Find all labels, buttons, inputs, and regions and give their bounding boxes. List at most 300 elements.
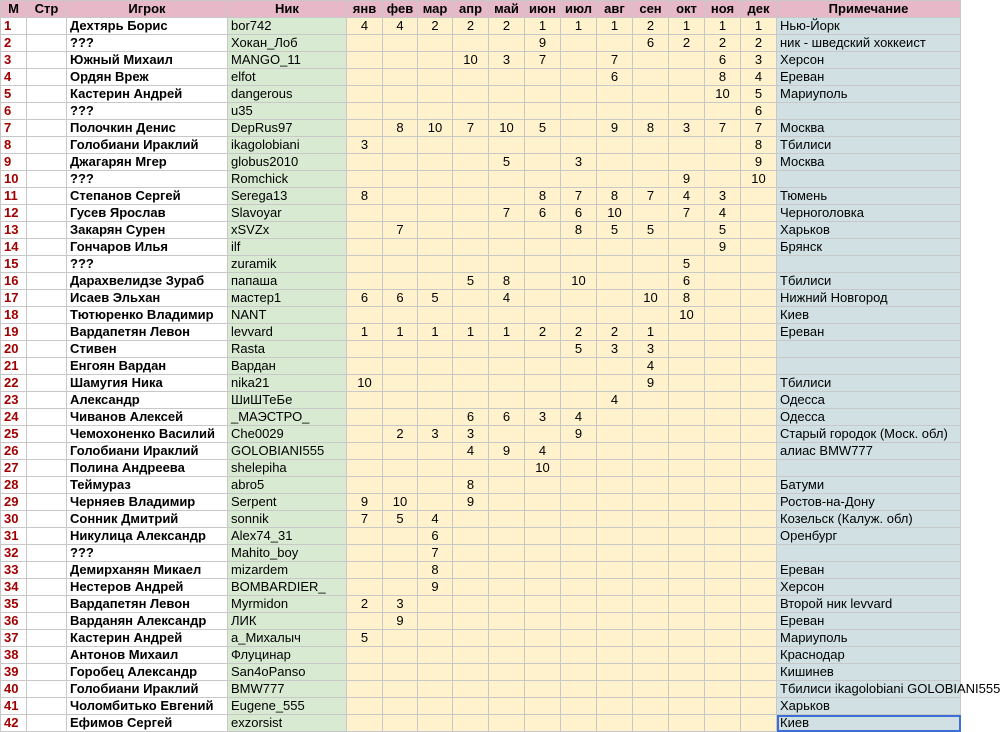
cell-month-feb[interactable]: 5 [383,511,418,528]
cell-month-mar[interactable] [418,86,453,103]
cell-rank[interactable]: 19 [1,324,27,341]
cell-month-aug[interactable] [597,477,633,494]
cell-country[interactable] [27,35,67,52]
cell-month-dec[interactable] [741,239,777,256]
cell-month-dec[interactable] [741,715,777,732]
cell-month-sep[interactable] [633,613,669,630]
cell-month-dec[interactable]: 4 [741,69,777,86]
cell-month-oct[interactable]: 3 [669,120,705,137]
cell-month-oct[interactable] [669,222,705,239]
cell-month-sep[interactable] [633,715,669,732]
cell-month-jun[interactable] [525,358,561,375]
cell-month-oct[interactable] [669,664,705,681]
cell-month-jul[interactable]: 3 [561,154,597,171]
cell-month-oct[interactable] [669,596,705,613]
cell-nick[interactable]: elfot [228,69,347,86]
cell-month-jun[interactable]: 9 [525,35,561,52]
cell-rank[interactable]: 2 [1,35,27,52]
cell-month-jan[interactable]: 10 [347,375,383,392]
cell-country[interactable] [27,443,67,460]
cell-month-jul[interactable] [561,375,597,392]
cell-month-oct[interactable]: 5 [669,256,705,273]
cell-month-mar[interactable] [418,698,453,715]
cell-rank[interactable]: 30 [1,511,27,528]
cell-month-may[interactable]: 4 [489,290,525,307]
cell-month-jul[interactable] [561,171,597,188]
cell-month-jan[interactable] [347,171,383,188]
cell-month-may[interactable]: 7 [489,205,525,222]
cell-rank[interactable]: 25 [1,426,27,443]
cell-rank[interactable]: 5 [1,86,27,103]
cell-month-oct[interactable] [669,443,705,460]
cell-month-oct[interactable] [669,86,705,103]
cell-month-jul[interactable] [561,715,597,732]
cell-player[interactable]: Дехтярь Борис [67,18,228,35]
cell-player[interactable]: Тютюренко Владимир [67,307,228,324]
cell-country[interactable] [27,341,67,358]
cell-month-jul[interactable]: 8 [561,222,597,239]
cell-month-nov[interactable]: 10 [705,86,741,103]
cell-month-nov[interactable] [705,324,741,341]
cell-month-oct[interactable] [669,460,705,477]
cell-note[interactable] [777,341,961,358]
cell-player[interactable]: Гончаров Илья [67,239,228,256]
cell-player[interactable]: ??? [67,545,228,562]
cell-month-sep[interactable] [633,443,669,460]
cell-month-jun[interactable] [525,664,561,681]
cell-month-dec[interactable] [741,630,777,647]
cell-month-oct[interactable] [669,562,705,579]
cell-month-may[interactable]: 6 [489,409,525,426]
cell-country[interactable] [27,171,67,188]
cell-month-aug[interactable] [597,409,633,426]
cell-nick[interactable]: BOMBARDIER_ [228,579,347,596]
cell-country[interactable] [27,52,67,69]
cell-note[interactable]: Мариуполь [777,630,961,647]
cell-month-nov[interactable] [705,460,741,477]
cell-nick[interactable]: DepRus97 [228,120,347,137]
cell-month-aug[interactable]: 6 [597,69,633,86]
cell-month-nov[interactable]: 4 [705,205,741,222]
cell-month-nov[interactable] [705,511,741,528]
cell-month-aug[interactable] [597,579,633,596]
cell-month-jan[interactable]: 4 [347,18,383,35]
cell-month-aug[interactable] [597,443,633,460]
cell-rank[interactable]: 28 [1,477,27,494]
cell-nick[interactable]: ЛИК [228,613,347,630]
cell-player[interactable]: Чиванов Алексей [67,409,228,426]
cell-month-jan[interactable] [347,579,383,596]
cell-rank[interactable]: 12 [1,205,27,222]
cell-month-nov[interactable] [705,545,741,562]
cell-month-dec[interactable] [741,511,777,528]
cell-month-may[interactable] [489,579,525,596]
cell-month-aug[interactable] [597,307,633,324]
cell-month-aug[interactable] [597,35,633,52]
cell-rank[interactable]: 7 [1,120,27,137]
cell-nick[interactable]: Romchick [228,171,347,188]
cell-month-sep[interactable]: 9 [633,375,669,392]
cell-month-dec[interactable]: 3 [741,52,777,69]
cell-month-sep[interactable] [633,528,669,545]
cell-month-aug[interactable]: 3 [597,341,633,358]
cell-month-jan[interactable] [347,205,383,222]
cell-month-feb[interactable] [383,52,418,69]
cell-month-dec[interactable] [741,647,777,664]
cell-month-apr[interactable] [453,511,489,528]
cell-month-may[interactable] [489,664,525,681]
cell-month-jul[interactable] [561,35,597,52]
cell-month-jun[interactable] [525,69,561,86]
cell-month-jul[interactable]: 2 [561,324,597,341]
cell-note[interactable] [777,103,961,120]
cell-country[interactable] [27,154,67,171]
header-player[interactable]: Игрок [67,1,228,18]
cell-nick[interactable]: mizardem [228,562,347,579]
cell-country[interactable] [27,528,67,545]
cell-month-apr[interactable] [453,239,489,256]
cell-month-dec[interactable] [741,290,777,307]
cell-nick[interactable]: мастер1 [228,290,347,307]
cell-nick[interactable]: San4oPanso [228,664,347,681]
cell-month-apr[interactable] [453,562,489,579]
cell-month-jul[interactable] [561,579,597,596]
cell-month-feb[interactable]: 8 [383,120,418,137]
cell-month-may[interactable]: 1 [489,324,525,341]
cell-month-aug[interactable] [597,154,633,171]
cell-month-mar[interactable] [418,477,453,494]
cell-month-dec[interactable] [741,681,777,698]
cell-player[interactable]: ??? [67,103,228,120]
cell-nick[interactable]: xSVZx [228,222,347,239]
cell-month-jun[interactable]: 8 [525,188,561,205]
cell-month-oct[interactable] [669,137,705,154]
cell-month-mar[interactable] [418,358,453,375]
cell-month-jun[interactable] [525,392,561,409]
cell-month-feb[interactable] [383,715,418,732]
cell-rank[interactable]: 1 [1,18,27,35]
cell-month-aug[interactable]: 7 [597,52,633,69]
cell-month-oct[interactable]: 7 [669,205,705,222]
cell-month-jan[interactable] [347,715,383,732]
cell-month-oct[interactable] [669,239,705,256]
cell-month-oct[interactable] [669,324,705,341]
cell-rank[interactable]: 16 [1,273,27,290]
cell-month-jun[interactable] [525,341,561,358]
cell-nick[interactable]: Che0029 [228,426,347,443]
cell-rank[interactable]: 3 [1,52,27,69]
cell-month-sep[interactable] [633,256,669,273]
cell-note[interactable]: ник - шведский хоккеист [777,35,961,52]
cell-rank[interactable]: 41 [1,698,27,715]
cell-note[interactable]: Харьков [777,222,961,239]
cell-nick[interactable]: Хокан_Лоб [228,35,347,52]
cell-month-aug[interactable] [597,630,633,647]
cell-month-oct[interactable] [669,613,705,630]
cell-month-jul[interactable] [561,52,597,69]
cell-month-nov[interactable]: 2 [705,35,741,52]
cell-month-nov[interactable] [705,137,741,154]
cell-month-aug[interactable]: 10 [597,205,633,222]
cell-player[interactable]: Ордян Вреж [67,69,228,86]
cell-country[interactable] [27,715,67,732]
cell-player[interactable]: Южный Михаил [67,52,228,69]
cell-month-feb[interactable] [383,460,418,477]
cell-month-dec[interactable] [741,324,777,341]
cell-month-jul[interactable] [561,120,597,137]
cell-player[interactable]: Горобец Александр [67,664,228,681]
cell-month-jan[interactable] [347,35,383,52]
cell-nick[interactable]: Флуцинар [228,647,347,664]
cell-nick[interactable]: dangerous [228,86,347,103]
cell-month-may[interactable] [489,341,525,358]
cell-month-oct[interactable] [669,528,705,545]
cell-month-sep[interactable] [633,698,669,715]
cell-country[interactable] [27,290,67,307]
cell-player[interactable]: Шамугия Ника [67,375,228,392]
cell-month-oct[interactable] [669,545,705,562]
cell-month-sep[interactable]: 4 [633,358,669,375]
cell-month-jun[interactable] [525,579,561,596]
cell-note[interactable]: Мариуполь [777,86,961,103]
cell-month-feb[interactable]: 10 [383,494,418,511]
cell-month-may[interactable] [489,477,525,494]
cell-month-sep[interactable] [633,171,669,188]
cell-month-jan[interactable]: 2 [347,596,383,613]
cell-month-dec[interactable] [741,562,777,579]
cell-month-nov[interactable]: 3 [705,188,741,205]
cell-month-apr[interactable]: 5 [453,273,489,290]
cell-month-dec[interactable]: 5 [741,86,777,103]
cell-nick[interactable]: globus2010 [228,154,347,171]
cell-month-may[interactable]: 10 [489,120,525,137]
cell-player[interactable]: Голобиани Ираклий [67,137,228,154]
cell-note[interactable]: Тюмень [777,188,961,205]
cell-month-nov[interactable] [705,256,741,273]
cell-country[interactable] [27,596,67,613]
cell-month-apr[interactable]: 7 [453,120,489,137]
cell-month-aug[interactable] [597,511,633,528]
cell-month-jul[interactable] [561,596,597,613]
header-month-jul[interactable]: июл [561,1,597,18]
cell-month-apr[interactable] [453,35,489,52]
cell-month-feb[interactable]: 2 [383,426,418,443]
cell-month-aug[interactable] [597,664,633,681]
cell-player[interactable]: Теймураз [67,477,228,494]
cell-month-mar[interactable] [418,188,453,205]
cell-month-jan[interactable] [347,307,383,324]
cell-month-apr[interactable]: 1 [453,324,489,341]
cell-month-sep[interactable]: 3 [633,341,669,358]
cell-country[interactable] [27,307,67,324]
cell-month-mar[interactable]: 7 [418,545,453,562]
cell-month-aug[interactable] [597,358,633,375]
cell-note[interactable] [777,358,961,375]
cell-note[interactable] [777,545,961,562]
cell-country[interactable] [27,545,67,562]
cell-rank[interactable]: 22 [1,375,27,392]
cell-month-jan[interactable] [347,443,383,460]
cell-month-feb[interactable] [383,239,418,256]
cell-month-oct[interactable] [669,477,705,494]
cell-month-feb[interactable] [383,409,418,426]
cell-player[interactable]: Стивен [67,341,228,358]
cell-month-jan[interactable]: 5 [347,630,383,647]
cell-month-sep[interactable] [633,647,669,664]
cell-note[interactable]: Тбилиси [777,273,961,290]
cell-month-mar[interactable]: 3 [418,426,453,443]
cell-month-dec[interactable]: 6 [741,103,777,120]
cell-month-may[interactable] [489,171,525,188]
cell-note[interactable]: алиас BMW777 [777,443,961,460]
cell-month-nov[interactable] [705,341,741,358]
cell-month-mar[interactable] [418,222,453,239]
cell-month-nov[interactable]: 1 [705,18,741,35]
cell-month-oct[interactable] [669,52,705,69]
cell-month-jul[interactable] [561,256,597,273]
cell-month-dec[interactable] [741,494,777,511]
cell-month-sep[interactable] [633,69,669,86]
cell-month-feb[interactable]: 3 [383,596,418,613]
cell-nick[interactable]: sonnik [228,511,347,528]
cell-month-jul[interactable] [561,86,597,103]
cell-month-nov[interactable] [705,528,741,545]
cell-month-oct[interactable] [669,681,705,698]
cell-month-mar[interactable] [418,69,453,86]
cell-month-sep[interactable]: 2 [633,18,669,35]
cell-month-feb[interactable] [383,375,418,392]
cell-rank[interactable]: 31 [1,528,27,545]
cell-month-sep[interactable] [633,681,669,698]
cell-month-jul[interactable] [561,290,597,307]
cell-month-feb[interactable]: 6 [383,290,418,307]
cell-month-dec[interactable] [741,443,777,460]
cell-month-jul[interactable]: 1 [561,18,597,35]
cell-player[interactable]: Полочкин Денис [67,120,228,137]
cell-rank[interactable]: 23 [1,392,27,409]
cell-month-oct[interactable] [669,154,705,171]
cell-month-feb[interactable] [383,579,418,596]
cell-month-may[interactable] [489,613,525,630]
cell-month-aug[interactable]: 5 [597,222,633,239]
cell-month-feb[interactable]: 1 [383,324,418,341]
cell-month-apr[interactable] [453,307,489,324]
cell-note[interactable]: Тбилиси [777,137,961,154]
cell-country[interactable] [27,120,67,137]
cell-month-mar[interactable]: 2 [418,18,453,35]
cell-month-aug[interactable] [597,86,633,103]
cell-month-jul[interactable] [561,698,597,715]
cell-month-nov[interactable] [705,494,741,511]
cell-month-nov[interactable] [705,307,741,324]
cell-month-sep[interactable] [633,545,669,562]
cell-month-nov[interactable] [705,358,741,375]
cell-country[interactable] [27,324,67,341]
cell-player[interactable]: Кастерин Андрей [67,86,228,103]
cell-month-feb[interactable] [383,698,418,715]
cell-month-nov[interactable]: 7 [705,120,741,137]
cell-month-dec[interactable] [741,341,777,358]
cell-month-mar[interactable] [418,494,453,511]
cell-month-may[interactable] [489,86,525,103]
cell-nick[interactable]: GOLOBIANI555 [228,443,347,460]
cell-country[interactable] [27,239,67,256]
cell-month-jul[interactable] [561,307,597,324]
header-month-jan[interactable]: янв [347,1,383,18]
cell-month-nov[interactable] [705,426,741,443]
cell-month-jan[interactable] [347,52,383,69]
cell-month-feb[interactable] [383,273,418,290]
cell-month-apr[interactable] [453,613,489,630]
cell-month-aug[interactable] [597,426,633,443]
cell-month-mar[interactable] [418,137,453,154]
cell-month-may[interactable] [489,35,525,52]
cell-player[interactable]: Полина Андреева [67,460,228,477]
cell-month-dec[interactable]: 2 [741,35,777,52]
cell-rank[interactable]: 13 [1,222,27,239]
header-month-oct[interactable]: окт [669,1,705,18]
cell-month-jul[interactable] [561,358,597,375]
cell-month-jun[interactable] [525,630,561,647]
cell-month-may[interactable]: 3 [489,52,525,69]
cell-month-jun[interactable] [525,511,561,528]
cell-note[interactable]: Брянск [777,239,961,256]
cell-month-jan[interactable] [347,103,383,120]
cell-player[interactable]: Черняев Владимир [67,494,228,511]
cell-month-jan[interactable] [347,562,383,579]
cell-month-feb[interactable] [383,307,418,324]
header-nick[interactable]: Ник [228,1,347,18]
cell-month-may[interactable]: 8 [489,273,525,290]
cell-month-feb[interactable] [383,562,418,579]
cell-month-aug[interactable] [597,171,633,188]
cell-month-jan[interactable] [347,154,383,171]
cell-month-nov[interactable] [705,579,741,596]
cell-month-apr[interactable] [453,681,489,698]
cell-month-dec[interactable] [741,392,777,409]
cell-note[interactable]: Нью-Йорк [777,18,961,35]
cell-player[interactable]: Александр [67,392,228,409]
cell-month-jul[interactable]: 5 [561,341,597,358]
cell-month-may[interactable] [489,545,525,562]
cell-month-oct[interactable] [669,358,705,375]
cell-month-may[interactable] [489,239,525,256]
cell-note[interactable] [777,256,961,273]
cell-rank[interactable]: 20 [1,341,27,358]
cell-month-oct[interactable] [669,630,705,647]
cell-month-mar[interactable]: 4 [418,511,453,528]
cell-month-sep[interactable] [633,562,669,579]
cell-month-jun[interactable] [525,715,561,732]
cell-month-aug[interactable] [597,545,633,562]
cell-month-jul[interactable] [561,137,597,154]
cell-month-jan[interactable] [347,426,383,443]
cell-month-may[interactable] [489,681,525,698]
header-month-nov[interactable]: ноя [705,1,741,18]
cell-month-apr[interactable]: 2 [453,18,489,35]
cell-month-may[interactable] [489,647,525,664]
cell-month-feb[interactable] [383,69,418,86]
cell-month-feb[interactable]: 7 [383,222,418,239]
cell-month-jul[interactable] [561,647,597,664]
cell-month-nov[interactable] [705,154,741,171]
cell-month-jul[interactable]: 9 [561,426,597,443]
cell-month-oct[interactable] [669,647,705,664]
cell-month-nov[interactable] [705,596,741,613]
cell-rank[interactable]: 11 [1,188,27,205]
cell-month-nov[interactable]: 6 [705,52,741,69]
cell-rank[interactable]: 8 [1,137,27,154]
